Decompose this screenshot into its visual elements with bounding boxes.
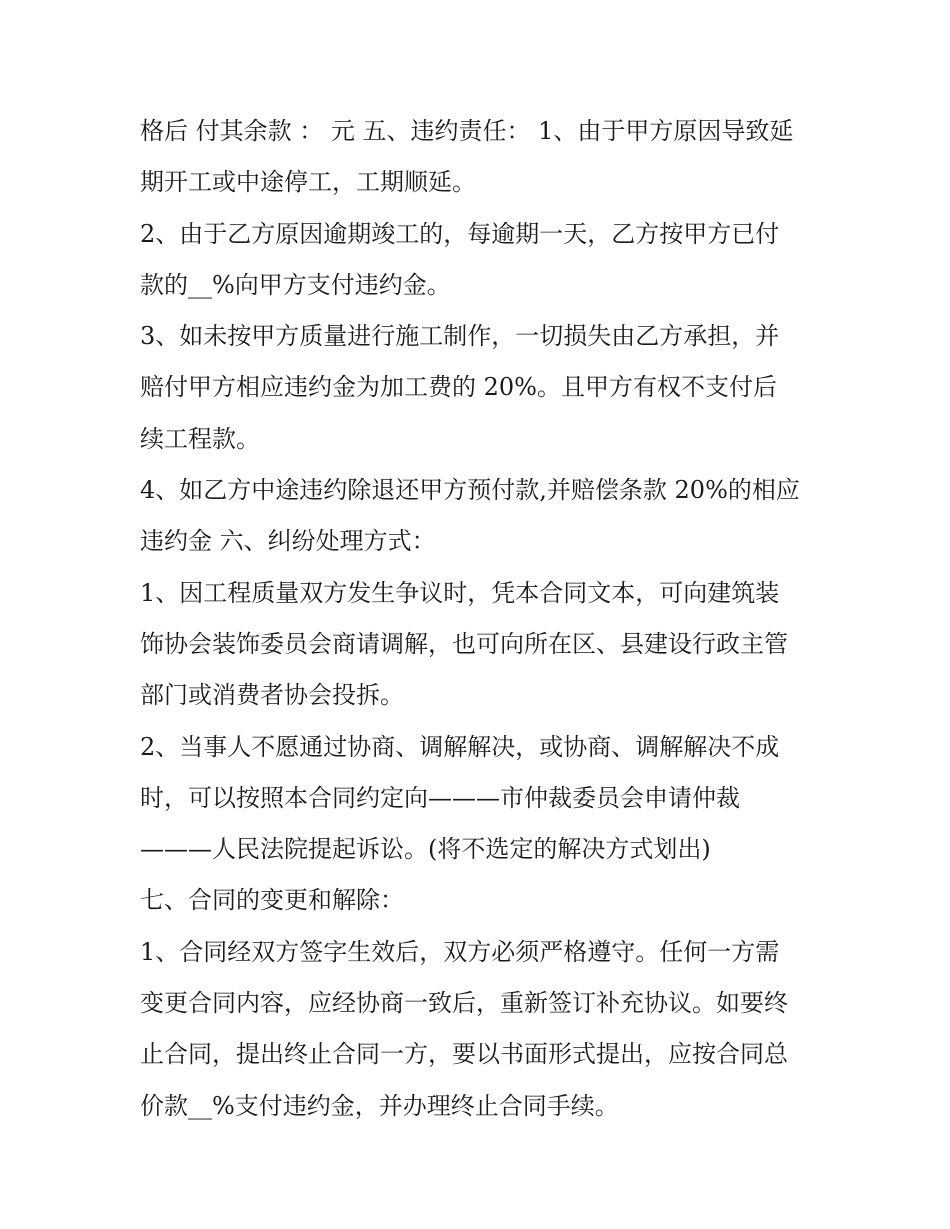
text-line: 七、合同的变更和解除： bbox=[140, 886, 404, 915]
text-line: 期开工或中途停工，工期顺延。 bbox=[140, 168, 476, 197]
contract-text bbox=[140, 106, 820, 1132]
text-line: 续工程款。 bbox=[140, 424, 260, 453]
text-line: 饰协会装饰委员会商请调解，也可向所在区、县建设行政主管 bbox=[140, 629, 788, 658]
text-line: 款的__%向甲方支付违约金。 bbox=[140, 270, 451, 299]
text-line: 部门或消费者协会投拆。 bbox=[140, 681, 404, 710]
text-line: 赔付甲方相应违约金为加工费的 20%。且甲方有权不支付后 bbox=[140, 373, 777, 402]
text-line: 变更合同内容，应经协商一致后，重新签订补充协议。如要终 bbox=[140, 989, 788, 1018]
text-line: 时，可以按照本合同约定向———市仲裁委员会申请仲裁 bbox=[140, 783, 740, 812]
text-line: 4、如乙方中途违约除退还甲方预付款,并赔偿条款 20%的相应 bbox=[140, 476, 800, 505]
text-line: 1、合同经双方签字生效后，双方必须严格遵守。任何一方需 bbox=[140, 937, 780, 966]
text-line: 2、由于乙方原因逾期竣工的，每逾期一天，乙方按甲方已付 bbox=[140, 219, 780, 248]
text-line: 1、因工程质量双方发生争议时，凭本合同文本，可向建筑装 bbox=[140, 578, 780, 607]
text-line: ———人民法院提起诉讼。(将不选定的解决方式划出) bbox=[140, 835, 711, 864]
text-line: 违约金 六、纠纷处理方式： bbox=[140, 527, 436, 556]
text-line: 价款__%支付违约金，并办理终止合同手续。 bbox=[140, 1091, 619, 1120]
text-line: 止合同，提出终止合同一方，要以书面形式提出，应按合同总 bbox=[140, 1040, 788, 1069]
text-line: 2、当事人不愿通过协商、调解解决，或协商、调解解决不成 bbox=[140, 732, 780, 761]
text-line: 格后 付其余款 ： 元 五、违约责任： 1、由于甲方原因导致延 bbox=[140, 117, 794, 145]
text-line: 3、如未按甲方质量进行施工制作，一切损失由乙方承担，并 bbox=[140, 322, 780, 351]
